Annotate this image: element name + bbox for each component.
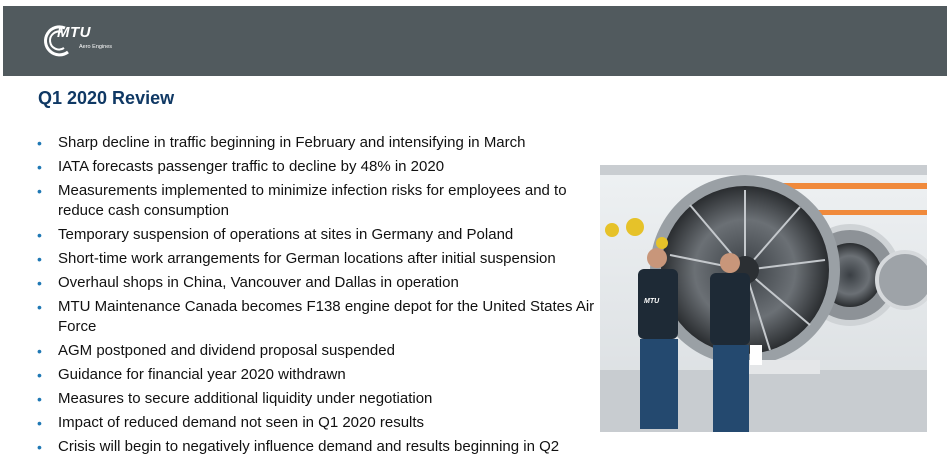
header-bar: [3, 6, 947, 76]
bullet-item: • IATA forecasts passenger traffic to decline by 48% in 2020: [37, 157, 597, 177]
bullet-item: • AGM postponed and dividend proposal suspended: [37, 341, 597, 361]
bullet-item: • Overhaul shops in China, Vancouver and Dallas in operation: [37, 273, 597, 293]
bullet-item: • Measures to secure additional liquidity under negotiation: [37, 389, 597, 409]
bullet-item: • MTU Maintenance Canada becomes F138 engine depot for the United States Air Force: [37, 297, 597, 337]
bullet-item: • Crisis will begin to negatively influence demand and results beginning in Q2: [37, 437, 597, 457]
bullet-item: • Sharp decline in traffic beginning in February and intensifying in March: [37, 133, 597, 153]
logo-subtitle: Aero Engines: [79, 44, 113, 50]
engine-workshop-photo: [600, 165, 927, 432]
shirt-logo: MTU: [644, 298, 660, 305]
mtu-logo: [38, 22, 128, 62]
bullet-item: • Measurements implemented to minimize infection risks for employees and to reduce cash consumption: [37, 181, 597, 221]
page-title: Q1 2020 Review: [38, 88, 175, 108]
bullet-item: • Short-time work arrangements for German locations after initial suspension: [37, 249, 597, 269]
bullet-item: • Impact of reduced demand not seen in Q1 2020 results: [37, 413, 597, 433]
bullet-list: [37, 133, 597, 461]
bullet-item: • Temporary suspension of operations at sites in Germany and Poland: [37, 225, 597, 245]
logo-word: MTU: [57, 24, 91, 41]
bullet-item: • Guidance for financial year 2020 withdrawn: [37, 365, 597, 385]
